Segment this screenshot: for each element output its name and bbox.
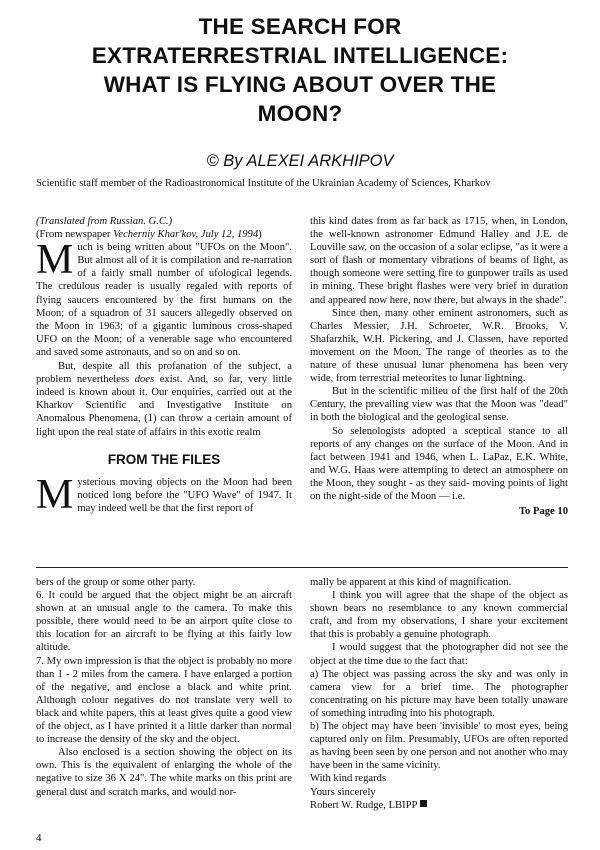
drop-cap: M xyxy=(36,471,74,518)
paragraph: Also enclosed is a section showing the object on its own. This is the equivalent of enlarging the whole of the negative to size 36 X 24". The white marks on this print are general dust and scratch marks, and would nor- xyxy=(36,747,292,798)
paragraph: mally be apparent at this kind of magnification. xyxy=(310,577,512,588)
paragraph: Much is being written about "UFOs on the Moon". But almost all of it is compilation and re-narration of a fairly small number of ufological legends. The credulous reader is usually regaled with reports of flying saucers encountered by the first humans on the Moon; of a squadron of 31 saucers allegedly observed on the Moon in 1963; of a gigantic luminous cross-shaped UFO on the Moon; of a venerable sage who encountered and saved some astronauts, and so on and so on. xyxy=(36,237,292,358)
continued-to-page: To Page 10 xyxy=(518,506,568,518)
author-affiliation: Scientific staff member of the Radioastronomical Institute of the Ukrainian Academy of Sciences, Kharkov xyxy=(36,178,491,189)
article-column-2 xyxy=(310,215,568,518)
page-number: 4 xyxy=(36,832,42,844)
paragraph: But, despite all this profanation of the subject, a problem nevertheless does exist. And, so far, very little indeed is known about it. Our enquiries, carried out at the Kharkov Scientific and Investigative Institute on Anomalous Phenomena, (1) can throw a certain amount of light upon the real state of affairs in this exotic realm xyxy=(36,361,293,438)
article-column-1 xyxy=(36,215,293,518)
title-line: EXTRATERRESTRIAL INTELLIGENCE: xyxy=(91,43,509,68)
paragraph: a) The object was passing across the sky and was only in camera view for a brief time. The photographer concentrating on his picture may have been totally unaware of something intruding into his photograph. xyxy=(310,668,568,719)
end-mark-square-icon xyxy=(420,800,427,807)
paragraph: 6. It could be argued that the object might be an aircraft shown at an unusual angle to the camera. To make this possible, there would need to be an airport quite close to this location for an aircraft to be flying at this fairly low altitude. xyxy=(36,590,292,654)
paragraph: I would suggest that the photographer did not see the object at the time due to the fact that: xyxy=(310,642,568,667)
drop-cap: M xyxy=(36,237,74,284)
paragraph: b) The object may have been 'invisible' to most eyes, being captured only on film. Presumably, UFOs are often reported as having been seen by one person and not another who may have been in the same vicinity. xyxy=(310,721,568,772)
translation-note: (Translated from Russian. G.C.) xyxy=(36,216,173,227)
letter-closing: Yours sincerely xyxy=(310,786,376,798)
paragraph: bers of the group or some other party. xyxy=(36,577,196,588)
signature: Robert W. Rudge, LBIPP xyxy=(310,799,568,812)
title-line: THE SEARCH FOR xyxy=(198,14,402,39)
title-line: MOON? xyxy=(257,101,343,126)
paragraph: 7. My own impression is that the object is probably no more than 1 - 2 miles from the camera. I have enlarged a portion of the negative, and enclose a black and white print. Although colour negatives do not translate very well to black and white papers, this at least gives quite a good view of the object, as I have printed it a little darker than normal to increase the density of the sky and the object. xyxy=(36,655,292,746)
section-heading: FROM THE FILES xyxy=(107,451,221,467)
paragraph: this kind dates from as far back as 1715, when, in London, the well-known astronomer Edmund Halley and J.E. de Louville saw, on the occasion of a solar eclipse, "as it were a sort of flash or momentary vibrations of beams of light, as though someone were setting fire to gunpower trails as used in mining. These bright flashes were very brief in duration and appeared now here, now there, but always in the shade". xyxy=(310,216,568,306)
letter-column-1 xyxy=(36,576,292,799)
paragraph: But in the scientific milieu of the first half of the 20th Century, the prevailing view was that the Moon was "dead" in both the biological and the geological sense. xyxy=(310,386,568,424)
letter-closing: With kind regards xyxy=(310,773,387,785)
emphasis: does xyxy=(134,374,155,386)
letter-column-2 xyxy=(310,576,568,812)
section-divider xyxy=(36,567,568,568)
article-title xyxy=(30,12,570,128)
paragraph: So selenologists adopted a sceptical stance to all reports of any changes on the surface of the Moon. And in fact between 1941 and 1946, when L. LaPaz, E.K. White, and W.G. Haas were attempting to detect an atmosphere on the Moon, they sought - as they said- moving points of light on the night-side of the Moon — i.e. xyxy=(310,425,568,502)
newspaper-name: Vecherniy Khar'kov, July 12, 1994 xyxy=(113,229,259,241)
byline: © By ALEXEI ARKHIPOV xyxy=(206,152,394,170)
paragraph: Mysterious moving objects on the Moon had been noticed long before the "UFO Wave" of 1947. It may indeed well be that the first report of xyxy=(36,471,292,518)
paragraph: Since then, many other eminent astronomers, such as Charles Messier, J.H. Schroeter, W.R. Brooks, V. Shafarzhik, W.H. Pickering, and J. Classen, have reported movement on the Moon. The range of theories as to the nature of these unusual lunar phenomena has been very wide, from terrestrial meteorites to lunar lightning. xyxy=(310,307,568,385)
source-note: (From newspaper Vecherniy Khar'kov, July 12, 1994) xyxy=(36,229,262,241)
paragraph: I think you will agree that the shape of the object as shown bears no resemblance to any known commercial craft, and from my observations, I share your excitement that this is probably a genuine photograph. xyxy=(310,590,568,641)
title-line: WHAT IS FLYING ABOUT OVER THE xyxy=(103,72,497,97)
